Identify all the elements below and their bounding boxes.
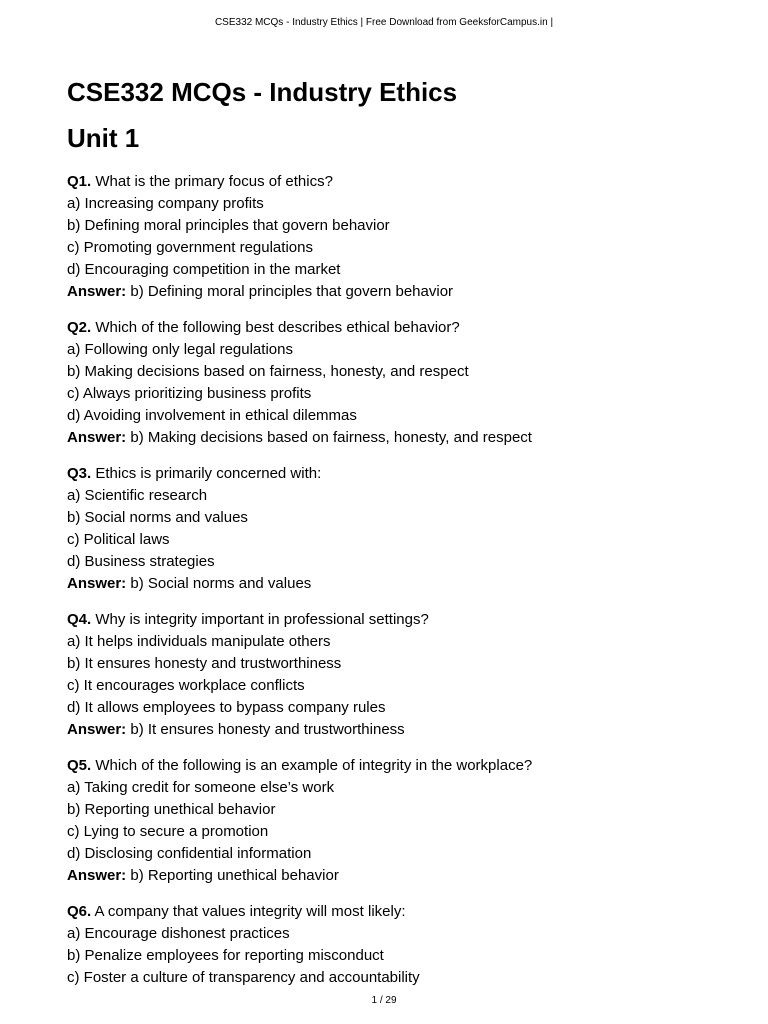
option-c: c) Foster a culture of transparency and accountability	[67, 969, 420, 986]
question-list	[67, 171, 727, 989]
question-number: Q6.	[67, 903, 92, 920]
option-d: d) It allows employees to bypass company rules	[67, 699, 386, 716]
answer-line	[67, 281, 727, 303]
document-title: CSE332 MCQs - Industry Ethics	[67, 77, 458, 107]
option-a: a) Encourage dishonest practices	[67, 925, 290, 942]
option-a: a) Scientific research	[67, 487, 208, 504]
answer-text: b) Social norms and values	[130, 575, 312, 592]
unit-heading: Unit 1	[67, 123, 140, 153]
question-line	[67, 609, 727, 631]
answer-text: b) It ensures honesty and trustworthiness	[130, 721, 405, 738]
answer-line	[67, 719, 727, 741]
option-d: d) Business strategies	[67, 553, 215, 570]
option-a: a) It helps individuals manipulate others	[67, 633, 331, 650]
option-a: a) Increasing company profits	[67, 195, 264, 212]
option-b: b) Social norms and values	[67, 509, 248, 526]
question-text: Ethics is primarily concerned with:	[95, 465, 322, 482]
question-text: What is the primary focus of ethics?	[95, 173, 333, 190]
question-line	[67, 171, 727, 193]
option-d: d) Avoiding involvement in ethical dilemmas	[67, 407, 357, 424]
option-d: d) Encouraging competition in the market	[67, 261, 341, 278]
option-a: a) Following only legal regulations	[67, 341, 293, 358]
question-block	[67, 463, 727, 595]
question-block	[67, 171, 727, 303]
option-d: d) Disclosing confidential information	[67, 845, 312, 862]
question-number: Q1.	[67, 173, 92, 190]
page-header: CSE332 MCQs - Industry Ethics | Free Download from GeeksforCampus.in |	[214, 17, 554, 28]
option-b: b) Reporting unethical behavior	[67, 801, 276, 818]
question-text: A company that values integrity will most likely:	[94, 903, 406, 920]
question-line	[67, 463, 727, 485]
answer-label: Answer:	[67, 575, 127, 592]
answer-line	[67, 573, 727, 595]
answer-line	[67, 865, 727, 887]
option-b: b) Making decisions based on fairness, honesty, and respect	[67, 363, 469, 380]
option-c: c) Political laws	[67, 531, 170, 548]
answer-label: Answer:	[67, 283, 127, 300]
option-b: b) Defining moral principles that govern behavior	[67, 217, 390, 234]
option-a: a) Taking credit for someone else’s work	[67, 779, 335, 796]
question-number: Q2.	[67, 319, 92, 336]
question-block	[67, 901, 727, 989]
answer-label: Answer:	[67, 867, 127, 884]
option-b: b) It ensures honesty and trustworthiness	[67, 655, 342, 672]
question-line	[67, 317, 727, 339]
option-c: c) Lying to secure a promotion	[67, 823, 269, 840]
question-block	[67, 609, 727, 741]
answer-label: Answer:	[67, 721, 127, 738]
question-text: Which of the following best describes ethical behavior?	[95, 319, 460, 336]
question-number: Q4.	[67, 611, 92, 628]
option-b: b) Penalize employees for reporting misconduct	[67, 947, 384, 964]
option-c: c) Promoting government regulations	[67, 239, 313, 256]
question-text: Why is integrity important in professional settings?	[95, 611, 429, 628]
question-line	[67, 755, 727, 777]
question-line	[67, 901, 727, 923]
option-c: c) It encourages workplace conflicts	[67, 677, 305, 694]
document-body	[67, 76, 727, 1003]
answer-text: b) Defining moral principles that govern behavior	[130, 283, 454, 300]
answer-text: b) Reporting unethical behavior	[130, 867, 339, 884]
question-block	[67, 755, 727, 887]
answer-line	[67, 427, 727, 449]
answer-label: Answer:	[67, 429, 127, 446]
question-number: Q3.	[67, 465, 92, 482]
question-number: Q5.	[67, 757, 92, 774]
answer-text: b) Making decisions based on fairness, honesty, and respect	[130, 429, 532, 446]
question-text: Which of the following is an example of integrity in the workplace?	[95, 757, 533, 774]
page-number: 1 / 29	[371, 995, 397, 1006]
question-block	[67, 317, 727, 449]
option-c: c) Always prioritizing business profits	[67, 385, 312, 402]
